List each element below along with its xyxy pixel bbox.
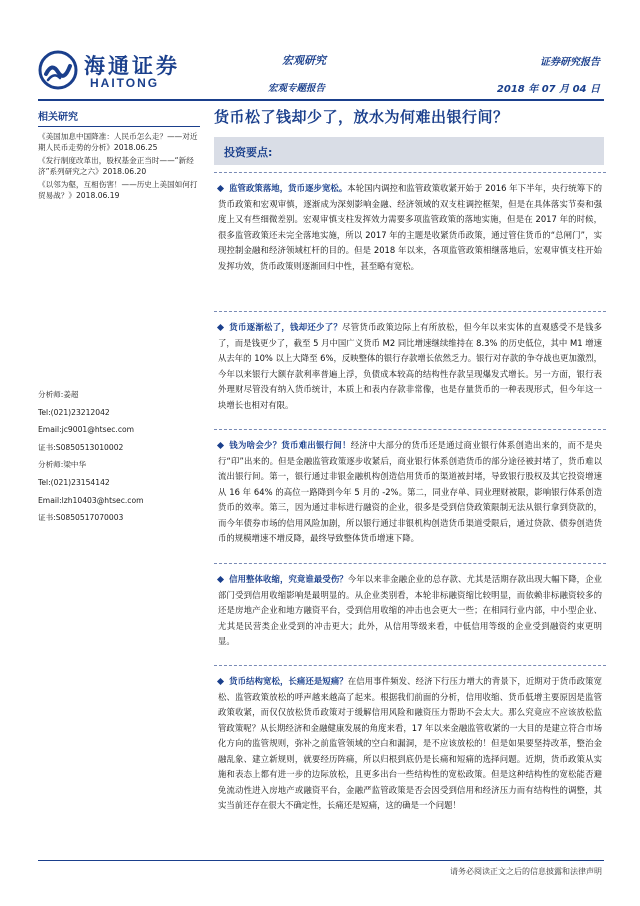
key-point [214,311,606,429]
key-points-list [214,172,606,852]
footer-disclaimer: 请务必阅读正文之后的信息披露和法律声明 [450,867,602,876]
diamond-bullet-icon [217,678,224,685]
key-points-bar [214,137,604,165]
report-title: 货币松了钱却少了，放水为何难出银行间？ [214,108,509,126]
haitong-logo [38,48,198,92]
key-point-head: 货币逐渐松了，钱却还少了？ [229,322,343,332]
key-point-head: 货币结构宽松，长痛还是短痛？ [229,676,348,686]
key-point [214,665,606,852]
analyst-email[interactable]: Email:lzh10403@htsec.com [38,495,144,505]
key-point-head: 监管政策落地，货币逐步宽松。 [229,183,348,193]
report-date: 2018 年 07 月 04 日 [496,84,600,95]
report-type: 证券研究报告 [540,57,600,68]
key-point-body: 本轮国内调控和监管政策收紧开始于 2016 年下半年，央行统筹下的货币政策和宏观审慎，逐渐成为深刻影响金融、经济领域的双支柱调控框架，但是在具体落实节奏和强度上又有些细微差别。宏观审慎支柱发挥效力需要多项监管政策的落地实施，但是在 2017 年的时候，很多监管政策还未完全落地实施，所以 2017 年的主题是收紧货币政策，通过管住货币的“总闸门”，实现控制金融和经济领域杠杆的目的。但是 2018 年以来，各项监管政策相继落地后，宏观审慎支柱开始发挥功效，货币政策则逐渐回归中性，甚至略有宽松。 [218,183,603,271]
related-item[interactable]: 《以邻为壑，互相伤害！——历史上美国如何打贸易战？》2018.06.19 [38,179,198,200]
related-research-title: 相关研究 [38,112,78,123]
key-point [214,172,606,311]
report-subcategory: 宏观专题报告 [268,83,326,94]
brand-name-cn: 海通证券 [84,53,180,78]
analyst-cert: 证书:S0850513010002 [38,442,124,452]
key-points-label: 投资要点: [224,146,273,159]
report-category: 宏观研究 [282,54,326,67]
diamond-bullet-icon [217,576,224,583]
analyst-info [38,386,200,527]
analyst-tel: Tel:(021)23154142 [38,477,110,487]
key-point-body: 今年以来非金融企业的总存款、尤其是活期存款出现大幅下降，企业部门受到信用收缩影响是最明显的。从企业类别看，本轮非标融资缩比较明显，而依赖非标融资较多的还是房地产企业和地方融资平台，受到信用收缩的冲击也会更大一些；在相同行业内部，中小型企业、尤其是民营类企业受到的冲击更大；此外，从信用等级来看，中低信用等级的企业受到融资约束更明显。 [218,574,603,646]
brand-name-en: HAITONG [90,76,160,90]
haitong-logo-mark-icon [38,50,78,90]
analyst-name: 分析师:梁中华 [38,460,87,470]
footer-divider [38,860,604,861]
related-item[interactable]: 《发行制度改革出，股权基金正当时——“新经济”系列研究之六》2018.06.20 [38,155,194,176]
analyst-name: 分析师:姜超 [38,390,79,399]
key-point-body: 经济中大部分的货币还是通过商业银行体系创造出来的，而不是央行“印”出来的。但是金融监管政策逐步收紧后，商业银行体系创造货币的部分途径被封堵了，货币难以流出银行间。第一，银行通过非银金融机构创造信用货币的渠道被封堵，导致银行股权及其它投资增速从 16 年 64% 的高位一路降到今年 5 月的 -2%。第二，同业存单、同业理财被限，影响银行体系创造货币的效率。第三，因为通过非标进行融资的企业，很多是受到信贷政策限制无法从银行拿到贷款的，而今年债券市场的信用风险加剧，所以银行通过非银机构创造货币渠道受限后，通过贷款、债券创造货币的规模增速不增反降，最终导致整体货币增速下降。 [218,440,603,543]
main-header [214,104,604,165]
key-point-body: 尽管货币政策边际上有所放松，但今年以来实体的直观感受不是钱多了，而是钱更少了，截至 5 月中国广义货币 M2 同比增速继续维持在 8.3% 的历史低位，其中 M1 增速从去年的 10% 以上大降至 6%，反映整体的银行存款增长依然乏力。银行对存款的争夺战也更加激烈，今年以来银行大额存款利率普遍上浮，负债成本较高的结构性存款呈现爆发式增长。另一方面，银行表外理财尽管没有纳入货币统计，本质上和表内存款非常像，也是存量货币的一种表现形式，但今年这一块增长也相对有限。 [218,322,603,410]
analyst-email[interactable]: Email:jc9001@htsec.com [38,425,135,435]
key-point-head: 钱为啥会少？货币难出银行间！ [229,440,351,450]
key-point-body: 在信用事件频发、经济下行压力增大的背景下，近期对于货币政策宽松、监管政策放松的呼声越来越高了起来。根据我们前面的分析，信用收缩、货币低增主要原因是监管政策收紧，而仅仅放松货币政策对于缓解信用风险和融资压力帮助不会太大。那么究竟应不应该放松监管政策呢？从长期经济和金融健康发展的角度来看，17 年以来金融监管收紧的一大目的是建立符合市场化方向的监管规则，弥补之前监管领域的空白和漏洞，是不应该放松的！但是如果要坚持改革，整治金融乱象、建立新规则，就要经历阵痛，所以归根到底仍是长痛和短痛的选择问题。近期，货币政策从实施和表态上都有进一步的边际放松，且更多出台一些结构性的宽松政策。但是这种结构性的宽松能否避免流动性进入房地产或融资平台，金融严监管政策是否会因受到信用和经济压力而有结构性的调整，其实当前还存在很大不确定性，长痛还是短痛，这的确是一个问题！ [218,676,603,810]
diamond-bullet-icon [217,442,224,449]
key-point [214,429,606,563]
related-item[interactable]: 《美国加息中国降准：人民币怎么走？——对近期人民币走势的分析》2018.06.25 [38,131,198,152]
key-point [214,563,606,665]
header-divider [38,99,604,101]
analyst-cert: 证书:S0850517070003 [38,513,124,523]
sidebar [38,112,200,203]
diamond-bullet-icon [217,185,224,192]
key-point-head: 信用整体收缩，究竟谁最受伤？ [229,574,348,584]
diamond-bullet-icon [217,324,224,331]
sidebar-divider [38,126,200,127]
analyst-tel: Tel:(021)23212042 [38,407,110,417]
